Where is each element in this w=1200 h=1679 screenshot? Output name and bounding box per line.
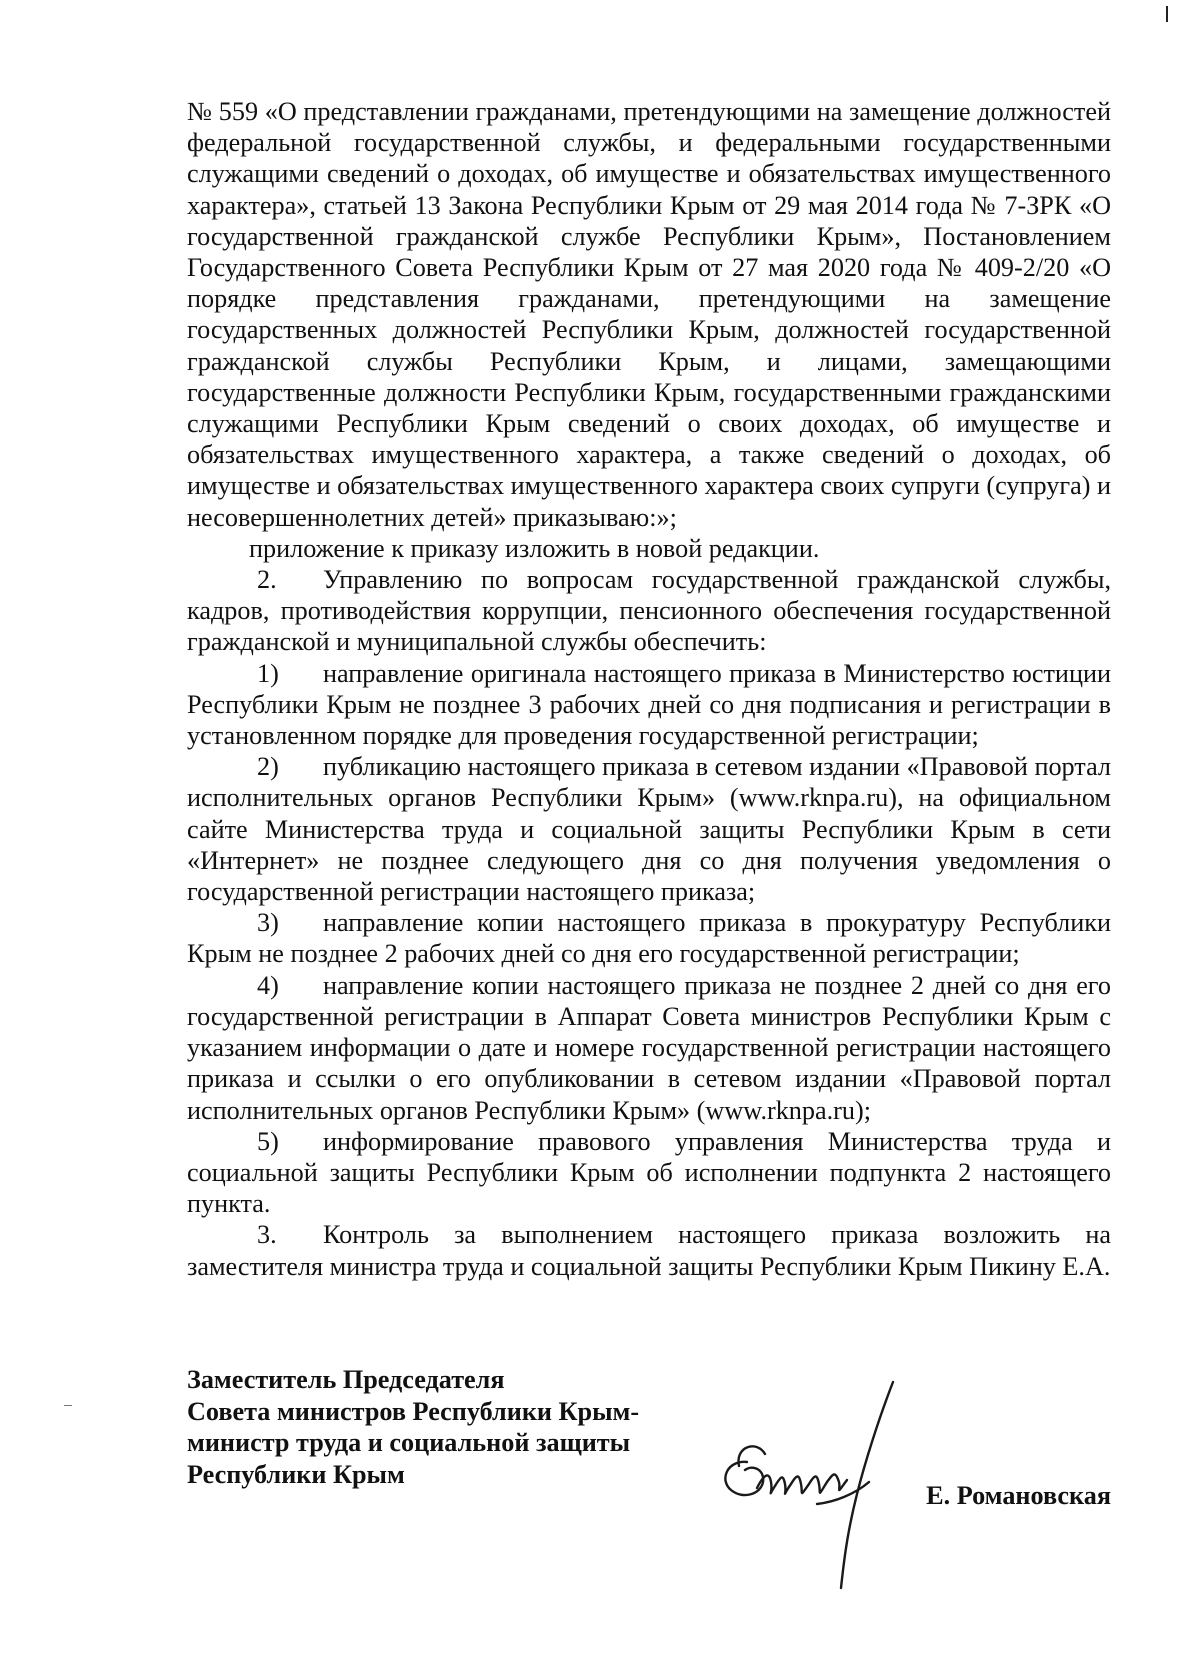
subclause-text: направление копии настоящего приказа не позднее 2 дней со дня его государственной регистрации в Аппарат Совета министров Республики Крым с указанием информации о дате и номере государственной регистрации настоящего приказа и ссылки о его опубликовании в сетевом издании «Правовой портал исполнительных органов Республики Крым» (www.rknpa.ru); [187,970,1111,1125]
subclause-number: 1) [257,658,279,688]
subclause-5 [187,1126,1111,1220]
signatory-position [187,1364,639,1490]
signatory-name: Е. Романовская [926,1481,1111,1510]
clause-2 [187,564,1111,658]
subclause-number: 2) [257,752,279,782]
subclause-3 [187,907,1111,969]
clause-3 [187,1219,1111,1281]
paragraph-legal-basis: № 559 «О представлении гражданами, претендующими на замещение должностей федеральной государственной службы, и федеральными государственными служащими сведений о доходах, об имуществе и обязательствах имущественного характера», статьей 13 Закона Республики Крым от 29 мая 2014 года № 7-ЗРК «О государственной гражданской службе Республики Крым», Постановлением Государственного Совета Республики Крым от 27 мая 2020 года № 409-2/20 «О порядке представления гражданами, претендующими на замещение государственных должностей Республики Крым, должностей государственной гражданской службы Республики Крым, и лицами, замещающими государственные должности Республики Крым, государственными гражданскими служащими Республики Крым сведений о своих доходах, об имуществе и обязательствах имущественного характера, а также сведений о доходах, об имуществе и обязательствах имущественного характера своих супруги (супруга) и несовершеннолетних детей» приказываю:»; [187,97,1112,532]
subclause-number: 4) [257,970,279,1000]
subclause-text: направление оригинала настоящего приказа в Министерство юстиции Республики Крым не позднее 3 рабочих дней со дня подписания и регистрации в установленном порядке для проведения государственной регистрации; [187,658,1111,751]
signature-block [187,1364,1111,1604]
subclause-text: публикацию настоящего приказа в сетевом издании «Правовой портал исполнительных органов Республики Крым» (www.rknpa.ru), на официальном сайте Министерства труда и социальной защиты Республики Крым в сети «Интернет» не позднее следующего дня со дня получения уведомления о государственной регистрации настоящего приказа; [187,752,1111,907]
clause-text: Контроль за выполнением настоящего приказа возложить на заместителя министра труда и социальной защиты Республики Крым Пикину Е.А. [187,1220,1111,1281]
position-line: Республики Крым [187,1459,405,1489]
position-line: Заместитель Председателя [187,1365,505,1394]
subclause-text: информирование правового управления Министерства труда и социальной защиты Республики Крым об исполнении подпункта 2 настоящего пункта. [187,1126,1111,1219]
subclause-text: направление копии настоящего приказа в прокуратуру Республики Крым не позднее 2 рабочих дней со дня его государственной регистрации; [187,908,1111,969]
subclause-2 [187,751,1111,907]
clause-number: 2. [257,565,277,595]
subclause-number: 3) [257,908,279,938]
clause-text: Управлению по вопросам государственной гражданской службы, кадров, противодействия коррупции, пенсионного обеспечения государственной гражданской и муниципальной службы обеспечить: [187,565,1111,657]
subclause-number: 5) [257,1126,279,1156]
position-line: Совета министров Республики Крым- [187,1396,640,1426]
document-body [187,96,1111,1282]
scan-speck [64,1405,72,1406]
paragraph-appendix-revision: приложение к приказу изложить в новой редакции. [249,533,820,563]
scan-edge-mark [1166,6,1168,22]
subclause-1 [187,658,1111,752]
subclause-4 [187,970,1111,1126]
clause-number: 3. [257,1220,277,1250]
handwritten-signature [717,1370,917,1600]
position-line: министр труда и социальной защиты [187,1428,631,1457]
